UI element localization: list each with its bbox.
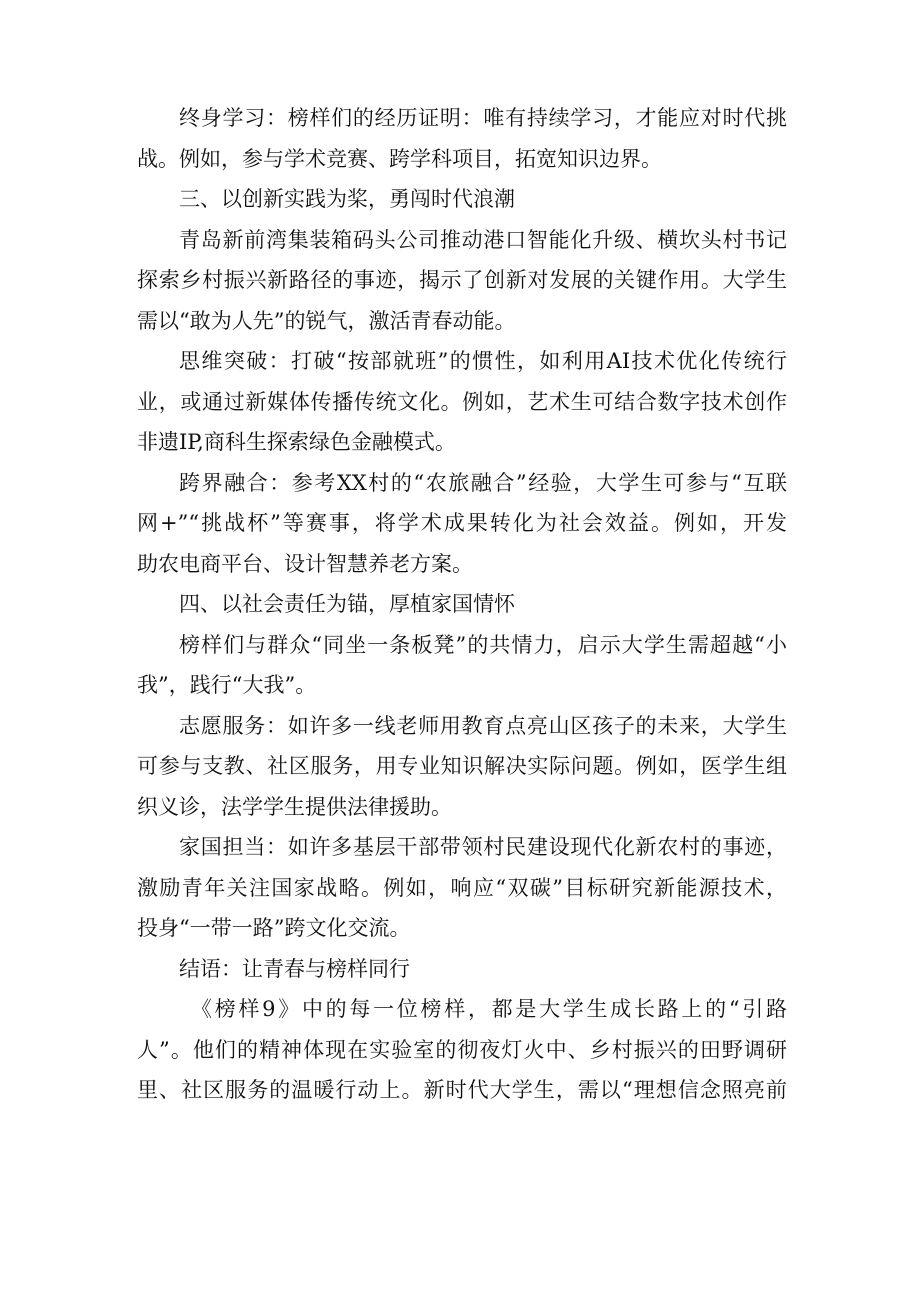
text-line: 四、以社会责任为锚，厚植家国情怀	[179, 592, 515, 616]
text-line: 非遗IP,商科生探索绿色金融模式。	[137, 430, 456, 454]
document-page	[137, 98, 787, 1111]
paragraph-volunteer-service	[137, 706, 787, 828]
text-line: 《榜样9》中的每一位榜样，都是大学生成长路上的“引路	[191, 997, 787, 1021]
text-line: 我”，践行“大我”。	[137, 673, 317, 697]
text-line: 青岛新前湾集装箱码头公司推动港口智能化升级、横坎头村书记	[179, 227, 787, 252]
paragraph-innovation-intro	[137, 220, 787, 342]
text-line: 志愿服务：如许多一线老师用教育点亮山区孩子的未来，大学生	[179, 713, 787, 738]
text-line: 探索乡村振兴新路径的事迹，揭示了创新对发展的关键作用。大学生	[137, 268, 787, 292]
text-line: 战。例如，参与学术竞赛、跨学科项目，拓宽知识边界。	[137, 146, 662, 171]
text-line: 终身学习：榜样们的经历证明：唯有持续学习，才能应对时代挑	[179, 106, 787, 130]
text-line: 投身“一带一路”跨文化交流。	[137, 916, 411, 940]
text-line: 助农电商平台、设计智慧养老方案。	[137, 551, 473, 576]
conclusion-heading	[137, 949, 787, 990]
text-line: 需以“敢为人先”的锐气，激活青春动能。	[137, 308, 516, 333]
text-line: 结语：让青春与榜样同行	[179, 956, 410, 981]
paragraph-lifelong-learning	[137, 98, 787, 179]
paragraph-responsibility-intro	[137, 625, 787, 706]
text-line: 织义诊，法学学生提供法律援助。	[137, 794, 452, 819]
section-heading-4	[137, 584, 787, 625]
text-line: 思维突破：打破“按部就班”的惯性，如利用AI技术优化传统行	[179, 349, 787, 373]
text-line: 家国担当：如许多基层干部带领村民建设现代化新农村的事迹，	[179, 835, 787, 859]
paragraph-conclusion-body	[137, 989, 787, 1111]
text-line: 榜样们与群众“同坐一条板凳”的共情力，启示大学生需超越“小	[179, 632, 787, 657]
text-line: 人”。他们的精神体现在实验室的彻夜灯火中、乡村振兴的田野调研	[137, 1037, 787, 1062]
text-line: 激励青年关注国家战略。例如，响应“双碳”目标研究新能源技术，	[137, 875, 787, 900]
text-line: 里、社区服务的温暖行动上。新时代大学生，需以“理想信念照亮前	[137, 1078, 787, 1102]
paragraph-cross-border	[137, 463, 787, 585]
text-line: 业，或通过新媒体传播传统文化。例如，艺术生可结合数字技术创作	[137, 389, 787, 414]
paragraph-thinking-breakthrough	[137, 341, 787, 463]
text-line: 网+”“挑战杯”等赛事，将学术成果转化为社会效益。例如，开发	[137, 511, 787, 535]
text-line: 跨界融合：参考XX村的“农旅融合”经验，大学生可参与“互联	[179, 470, 787, 495]
text-line: 可参与支教、社区服务，用专业知识解决实际问题。例如，医学生组	[137, 754, 787, 778]
section-heading-3	[137, 179, 787, 220]
text-line: 三、以创新实践为桨，勇闯时代浪潮	[179, 187, 515, 211]
paragraph-national-duty	[137, 827, 787, 949]
